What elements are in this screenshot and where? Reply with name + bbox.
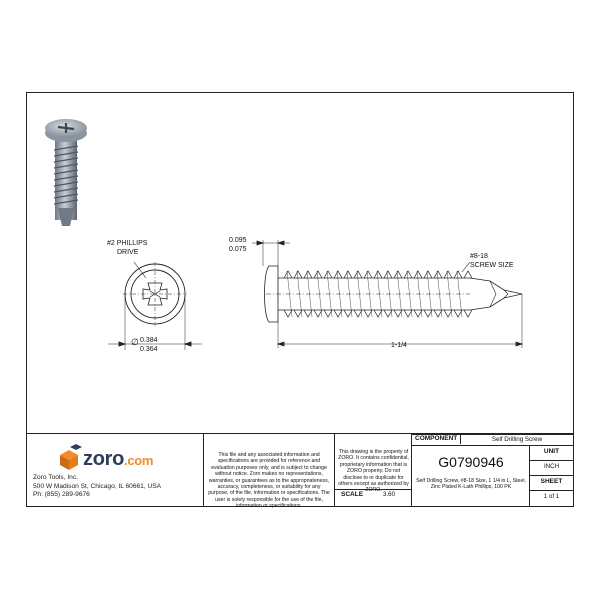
- disclaimer-cell: [203, 434, 334, 510]
- screw-3d-render: [45, 119, 87, 226]
- brand-name: zoro: [83, 448, 125, 470]
- brand-suffix: .com: [124, 453, 154, 468]
- company-address: [33, 474, 208, 500]
- component-row: [411, 433, 573, 445]
- phillips-label-line2: DRIVE: [117, 249, 139, 256]
- part-description: Self Drilling Screw, #8-18 Size, 1 1/4 in L, Steel, Zinc Plated K-Lath Phillips, 100 PK: [416, 478, 526, 491]
- unit-sheet-column: [529, 445, 573, 506]
- brand-logo: [83, 448, 153, 471]
- unit-label: UNIT: [543, 448, 560, 455]
- scale-label: SCALE: [341, 491, 364, 498]
- head-diameter-min: 0.364: [140, 346, 158, 353]
- company-phone: Ph: (855) 289-9676: [33, 491, 90, 498]
- component-value: Self Drilling Screw: [460, 434, 573, 444]
- head-height-min: 0.075: [229, 246, 247, 253]
- thread-size-line2: SCREW SIZE: [470, 262, 514, 269]
- sheet-label: SHEET: [540, 478, 563, 485]
- scale-value: 3.60: [383, 491, 396, 498]
- diameter-symbol: ∅: [131, 337, 139, 347]
- property-notice: This drawing is the property of ZORO. It contains confidential, proprietary information that is ZORO property. Do not disclose to or duplicate for others except as authorized by ZORO.: [338, 449, 409, 494]
- disclaimer-text: This file and any associated information and specifications are provided for reference and evaluation purposes only, and is subject to change without notice. Zoro makes no representations, warranties, or guarantees as to the appropriateness, accuracy, completeness, or suitability for any purpose, of the file, information or specifications. The user is solely responsible for the use of the file, information or specifications.: [208, 452, 330, 510]
- unit-value: INCH: [543, 463, 560, 470]
- thread-size-line1: #8-18: [470, 253, 488, 260]
- company-name: Zoro Tools, Inc.: [33, 474, 78, 481]
- phillips-label-line1: #2 PHILLIPS: [107, 240, 148, 247]
- drawing-annotations: [107, 237, 514, 353]
- part-number: G0790946: [438, 454, 504, 470]
- component-label: COMPONENT: [415, 435, 458, 442]
- property-cell: [334, 434, 411, 506]
- part-number-block: [411, 445, 529, 506]
- company-street: 500 W Madison St, Chicago, IL 60661, USA: [33, 482, 162, 490]
- head-diameter-max: 0.384: [140, 337, 158, 344]
- length-dimension: 1-1/4: [391, 342, 407, 349]
- sheet-value: 1 of 1: [543, 493, 560, 500]
- head-height-max: 0.095: [229, 237, 247, 244]
